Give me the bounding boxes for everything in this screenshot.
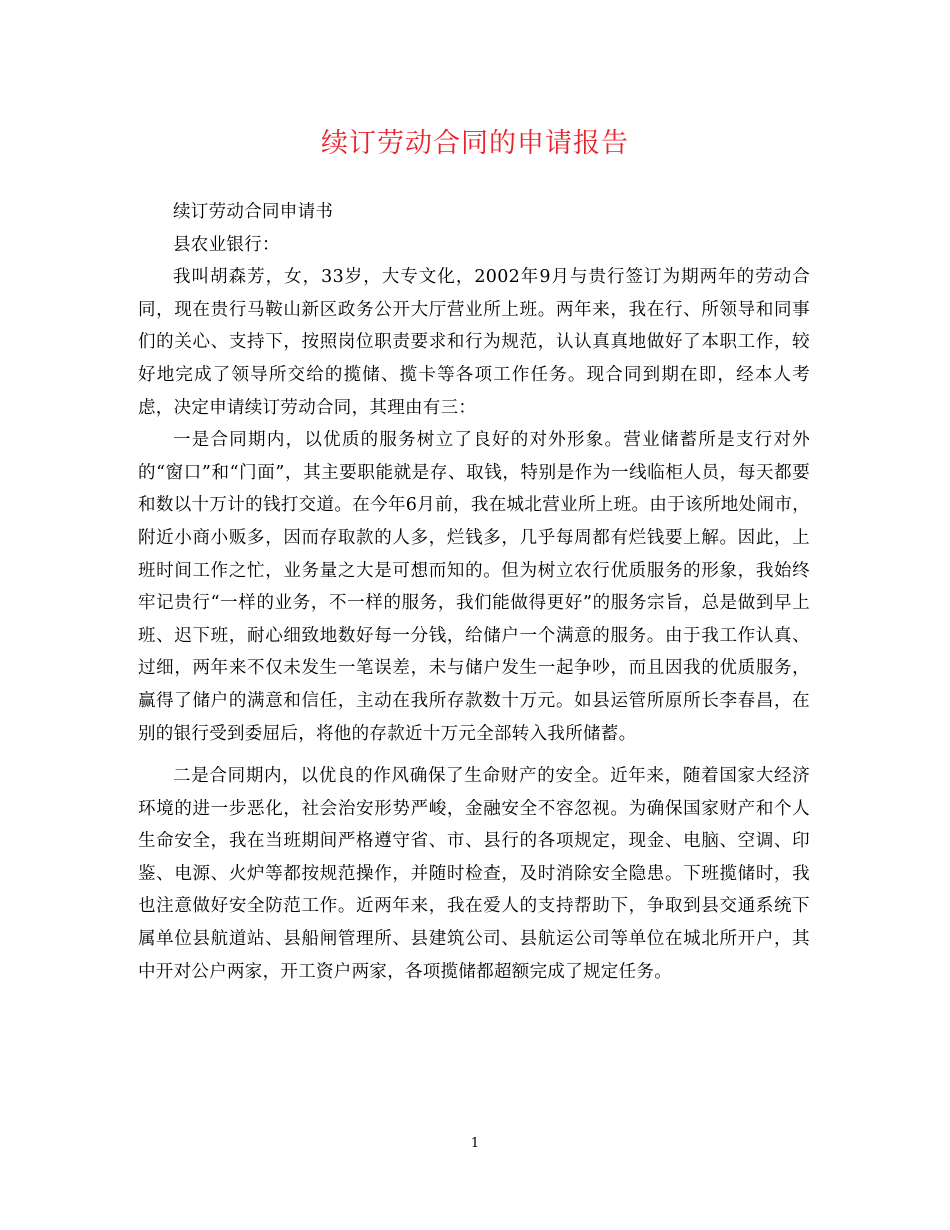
subtitle-paragraph: 续订劳动合同申请书 <box>173 202 334 222</box>
body-paragraph: 我叫胡森芳，女，33岁，大专文化，2002年9月与贵行签订为期两年的劳动合同，现在贵行马鞍山新区政务公开大厅营业所上班。两年来，我在行、所领导和同事们的关心、支持下，按照岗位职责要求和行为规范，认认真真地做好了本职工作，较好地完成了领导所交给的揽储、揽卡等各项工作任务。现合同到期在即，经本人考虑，决定申请续订劳动合同，其理由有三： <box>138 267 810 418</box>
body-paragraph: 一是合同期内，以优质的服务树立了良好的对外形象。营业储蓄所是支行对外的“窗口”和“门面”，其主要职能就是存、取钱，特别是作为一线临柜人员，每天都要和数以十万计的钱打交道。在今年6月前，我在城北营业所上班。由于该所地处闹市，附近小商小贩多，因而存取款的人多，烂钱多，几乎每周都有烂钱要上解。因此，上班时间工作之忙，业务量之大是可想而知的。但为树立农行优质服务的形象，我始终牢记贵行“一样的业务，不一样的服务，我们能做得更好”的服务宗旨，总是做到早上班、迟下班，耐心细致地数好每一分钱，给储户一个满意的服务。由于我工作认真、过细，两年来不仅未发生一笔误差，未与储户发生一起争吵，而且因我的优质服务，赢得了储户的满意和信任，主动在我所存款数十万元。如县运管所原所长李春昌，在别的银行受到委屈后，将他的存款近十万元全部转入我所储蓄。 <box>138 430 810 744</box>
document-body <box>138 196 810 988</box>
salutation-paragraph: 县农业银行： <box>173 234 280 255</box>
document-title: 续订劳动合同的申请报告 <box>321 128 629 159</box>
body-paragraph: 二是合同期内，以优良的作风确保了生命财产的安全。近年来，随着国家大经济环境的进一步恶化，社会治安形势严峻，金融安全不容忽视。为确保国家财产和个人生命安全，我在当班期间严格遵守省、市、县行的各项规定，现金、电脑、空调、印鉴、电源、火炉等都按规范操作，并随时检查，及时消除安全隐患。下班揽储时，我也注意做好安全防范工作。近两年来，我在爱人的支持帮助下，争取到县交通系统下属单位县航道站、县船闸管理所、县建筑公司、县航运公司等单位在城北所开户，其中开对公户两家，开工资户两家，各项揽储都超额完成了规定任务。 <box>138 766 810 982</box>
page-number: 1 <box>470 1136 480 1151</box>
